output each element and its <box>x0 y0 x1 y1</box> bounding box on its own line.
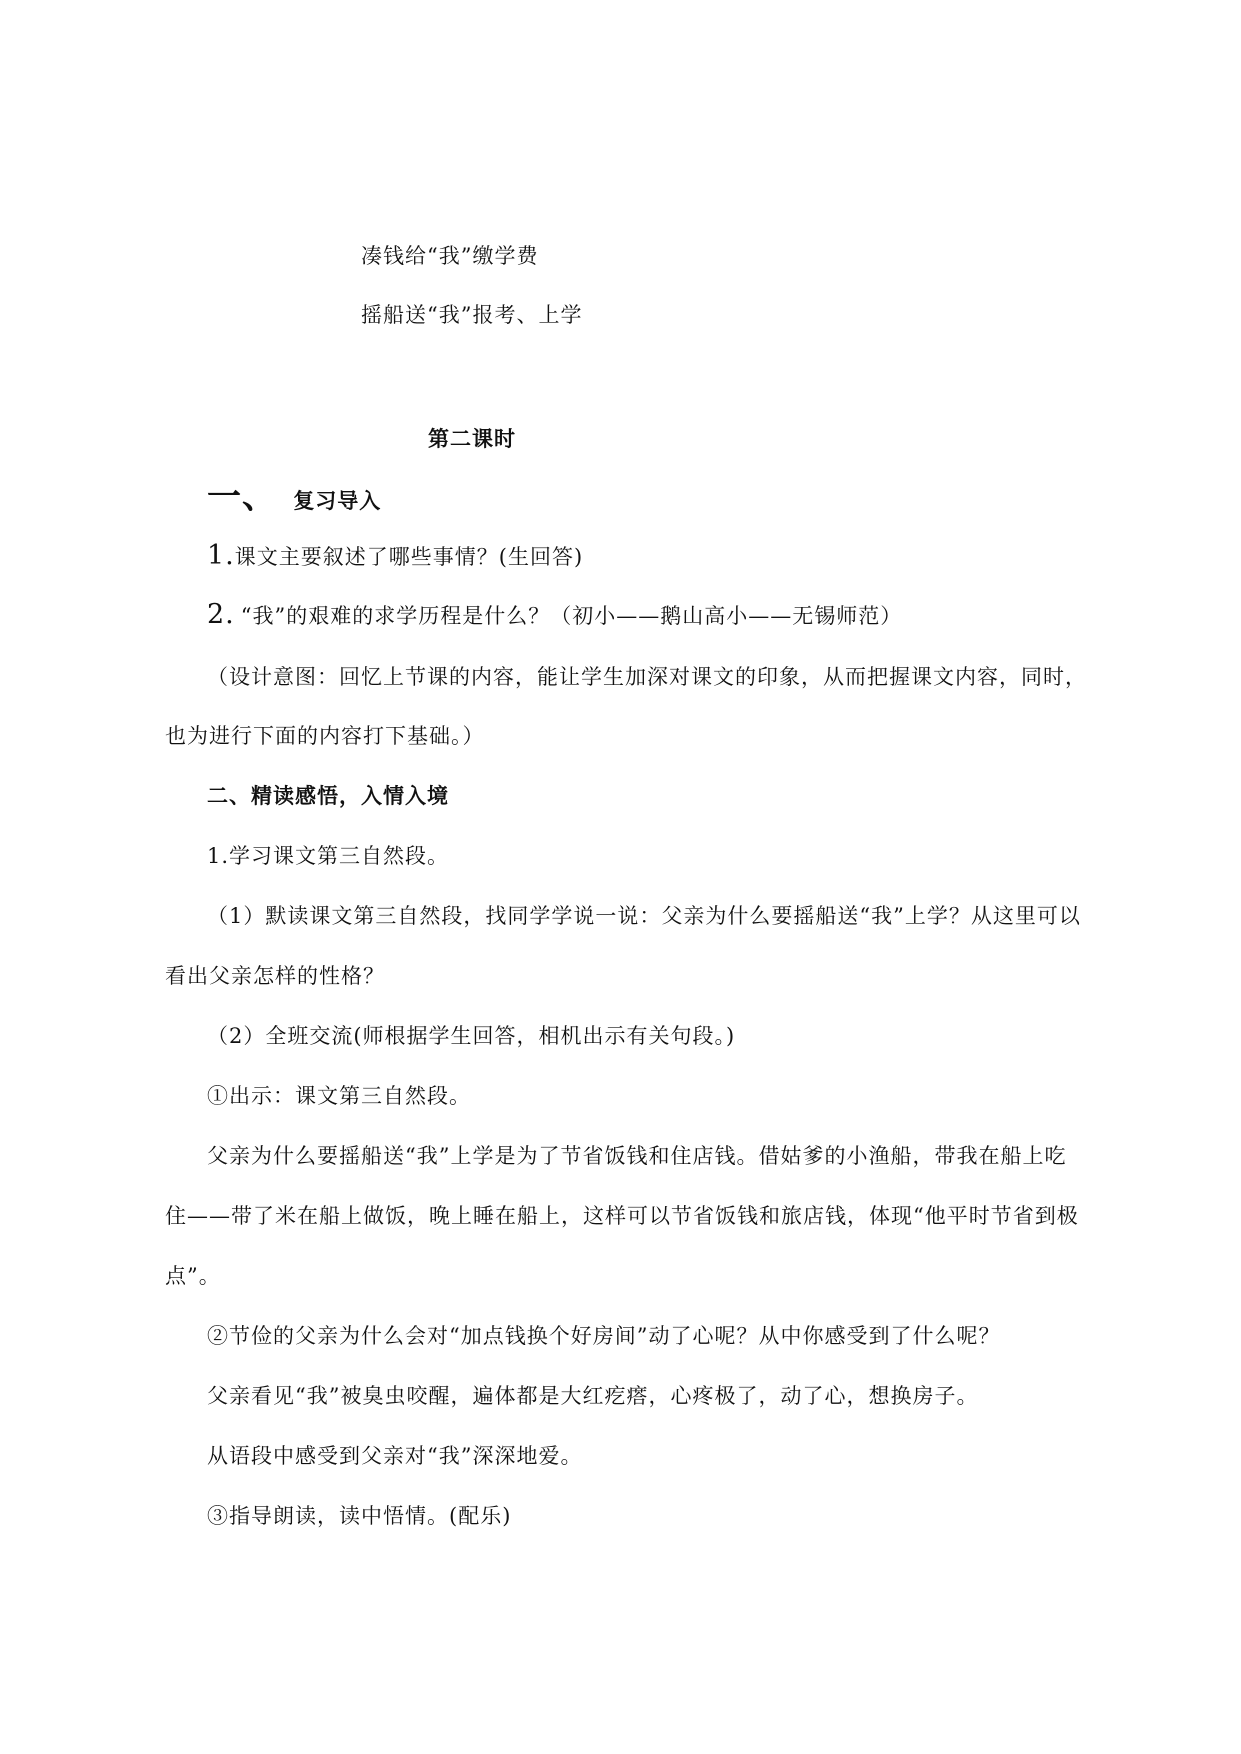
design-note-line: 也为进行下面的内容打下基础。） <box>165 724 485 748</box>
paragraph: （2）全班交流(师根据学生回答，相机出示有关句段。) <box>207 1024 736 1048</box>
paragraph: 从语段中感受到父亲对“我”深深地爱。 <box>207 1444 583 1468</box>
paragraph: ②节俭的父亲为什么会对“加点钱换个好房间”动了心呢？从中你感受到了什么呢？ <box>207 1324 1001 1348</box>
item-text: “我”的艰难的求学历程是什么？（初小——鹅山高小——无锡师范） <box>240 604 903 628</box>
paragraph: ①出示：课文第三自然段。 <box>207 1084 471 1108</box>
item-text: 课文主要叙述了哪些事情？(生回答) <box>234 545 584 569</box>
review-question-1 <box>207 541 583 572</box>
design-note-line: （设计意图：回忆上节课的内容，能让学生加深对课文的印象，从而把握课文内容，同时， <box>207 665 1087 689</box>
item-number: 2. <box>207 599 235 630</box>
lesson-title: 第二课时 <box>428 427 516 451</box>
paragraph: ③指导朗读，读中悟情。(配乐) <box>207 1504 512 1528</box>
paragraph: 看出父亲怎样的性格？ <box>165 964 385 988</box>
section-heading-2: 二、精读感悟，入情入境 <box>207 784 449 808</box>
section-heading-1 <box>207 477 382 517</box>
paragraph: 父亲为什么要摇船送“我”上学是为了节省饭钱和住店钱。借姑爹的小渔船，带我在船上吃 <box>207 1144 1067 1168</box>
paragraph: （1）默读课文第三自然段，找同学学说一说：父亲为什么要摇船送“我”上学？从这里可以 <box>207 904 1081 928</box>
paragraph: 父亲看见“我”被臭虫咬醒，遍体都是大红疙瘩，心疼极了，动了心，想换房子。 <box>207 1384 979 1408</box>
paragraph: 1.学习课文第三自然段。 <box>207 844 450 868</box>
section-title: 复习导入 <box>293 489 382 513</box>
review-question-2 <box>207 600 902 631</box>
list-item: 摇船送“我”报考、上学 <box>361 303 583 327</box>
section-number: 一、 <box>207 477 277 517</box>
paragraph: 点”。 <box>165 1264 221 1288</box>
item-number: 1. <box>207 540 235 571</box>
list-item: 凑钱给“我”缴学费 <box>361 244 539 268</box>
paragraph: 住——带了米在船上做饭，晚上睡在船上，这样可以节省饭钱和旅店钱，体现“他平时节省到极 <box>165 1204 1079 1228</box>
